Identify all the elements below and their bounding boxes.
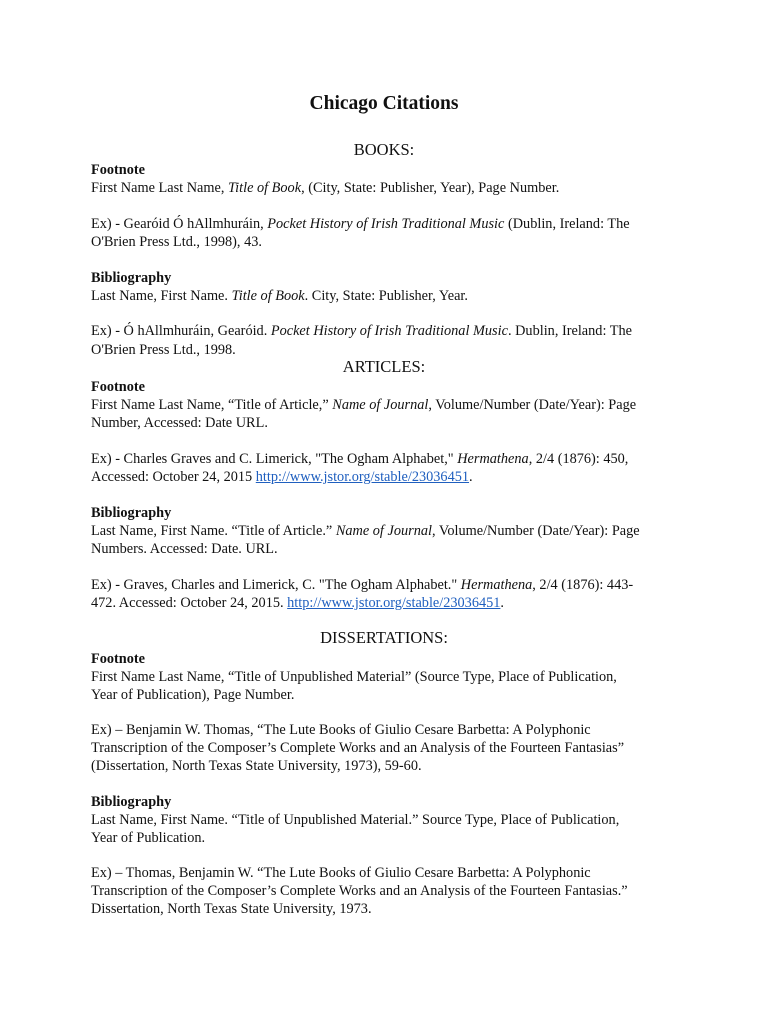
books-footnote-format: First Name Last Name, Title of Book, (City, State: Publisher, Year), Page Number. <box>91 180 560 196</box>
dissertations-footnote-format-line1: First Name Last Name, “Title of Unpublished Material” (Source Type, Place of Publication, <box>91 669 617 685</box>
articles-bibliography-format-line2: Numbers. Accessed: Date. URL. <box>91 541 278 557</box>
dissertations-bibliography-example-line1: Ex) – Thomas, Benjamin W. “The Lute Books of Giulio Cesare Barbetta: A Polyphonic <box>91 865 591 881</box>
jstor-link[interactable]: http://www.jstor.org/stable/23036451 <box>255 469 470 485</box>
articles-footnote-example-line1: Ex) - Charles Graves and C. Limerick, "The Ogham Alphabet," Hermathena, 2/4 (1876): 450, <box>91 451 629 467</box>
books-footnote-label: Footnote <box>91 162 145 178</box>
dissertations-footnote-example-line3: (Dissertation, North Texas State University, 1973), 59-60. <box>91 758 422 774</box>
page-title: Chicago Citations <box>309 93 459 114</box>
section-heading-books: BOOKS: <box>353 140 415 159</box>
books-footnote-example-line1: Ex) - Gearóid Ó hAllmhuráin, Pocket History of Irish Traditional Music (Dublin, Ireland: The <box>91 216 630 232</box>
articles-bibliography-example-line1: Ex) - Graves, Charles and Limerick, C. "The Ogham Alphabet." Hermathena, 2/4 (1876): 443- <box>91 577 634 593</box>
articles-footnote-label: Footnote <box>91 379 145 395</box>
articles-bibliography-format-line1: Last Name, First Name. “Title of Article.” Name of Journal, Volume/Number (Date/Year): Page <box>91 523 640 539</box>
section-heading-dissertations: DISSERTATIONS: <box>320 628 448 647</box>
dissertations-footnote-label: Footnote <box>91 651 145 667</box>
dissertations-bibliography-format-line2: Year of Publication. <box>91 830 206 846</box>
dissertations-footnote-example-line1: Ex) – Benjamin W. Thomas, “The Lute Books of Giulio Cesare Barbetta: A Polyphonic <box>91 722 591 738</box>
jstor-link[interactable]: http://www.jstor.org/stable/23036451 <box>287 595 501 611</box>
books-bibliography-label: Bibliography <box>91 270 172 286</box>
dissertations-footnote-format-line2: Year of Publication), Page Number. <box>91 687 295 703</box>
dissertations-footnote-example-line2: Transcription of the Composer’s Complete Works and an Analysis of the Fourteen Fantasias” <box>91 740 625 756</box>
articles-bibliography-example-line2: 472. Accessed: October 24, 2015. http://www.jstor.org/stable/23036451. <box>91 595 504 611</box>
dissertations-bibliography-format-line1: Last Name, First Name. “Title of Unpublished Material.” Source Type, Place of Publication, <box>91 812 620 828</box>
articles-footnote-format-line2: Number, Accessed: Date URL. <box>91 415 268 431</box>
dissertations-bibliography-label: Bibliography <box>91 794 172 810</box>
dissertations-bibliography-example-line2: Transcription of the Composer’s Complete Works and an Analysis of the Fourteen Fantasias.” <box>91 883 628 899</box>
books-footnote-example-line2: O'Brien Press Ltd., 1998), 43. <box>91 234 262 250</box>
articles-footnote-format-line1: First Name Last Name, “Title of Article,” Name of Journal, Volume/Number (Date/Year): Page <box>91 397 637 413</box>
articles-footnote-example-line2: Accessed: October 24, 2015 http://www.jstor.org/stable/23036451. <box>91 469 473 485</box>
articles-bibliography-label: Bibliography <box>91 505 172 521</box>
section-heading-articles: ARTICLES: <box>342 357 426 376</box>
books-bibliography-example-line1: Ex) - Ó hAllmhuráin, Gearóid. Pocket History of Irish Traditional Music. Dublin, Ireland: The <box>91 323 632 339</box>
books-bibliography-example-line2: O'Brien Press Ltd., 1998. <box>91 342 236 358</box>
dissertations-bibliography-example-line3: Dissertation, North Texas State University, 1973. <box>91 901 372 917</box>
books-bibliography-format: Last Name, First Name. Title of Book. City, State: Publisher, Year. <box>91 288 468 304</box>
